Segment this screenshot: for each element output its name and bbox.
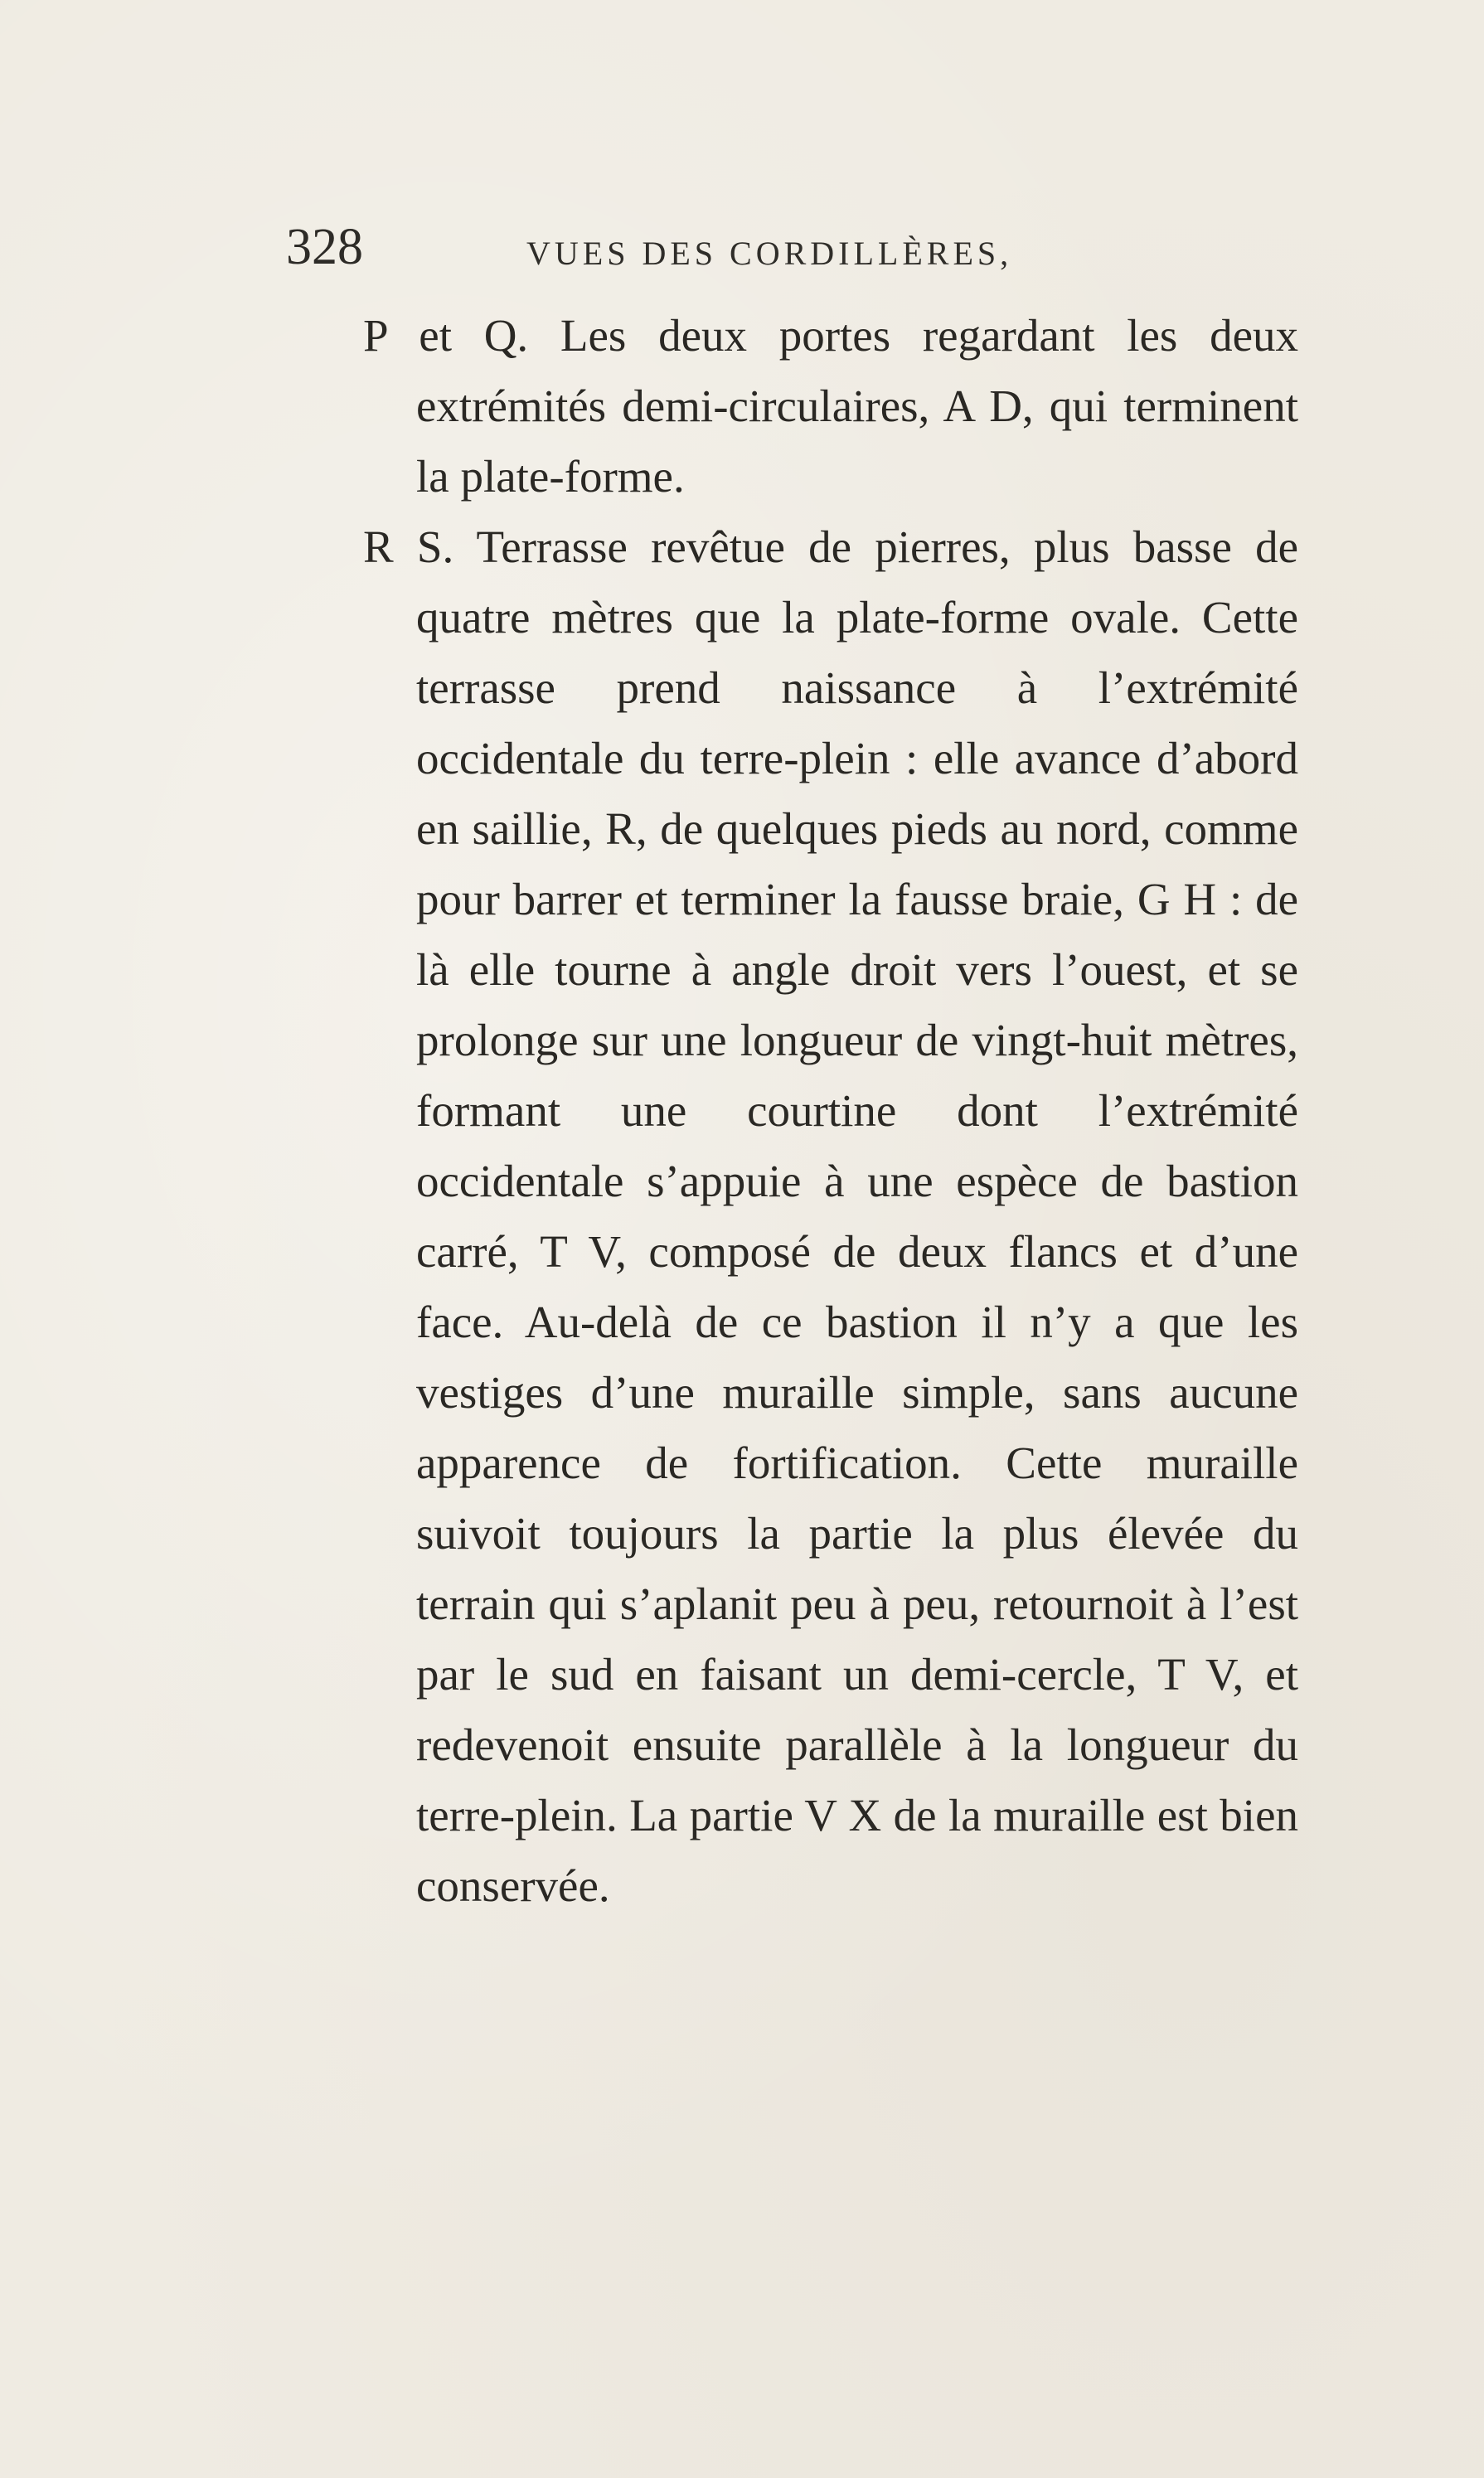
running-title: VUES DES CORDILLÈRES, <box>526 235 1013 272</box>
page-header <box>286 214 1115 280</box>
page-number: 328 <box>286 219 363 275</box>
paragraph-p-q: P et Q. Les deux portes regardant les deux extrémités demi-circulaires, A D, qui terminent la plate-forme. <box>363 310 1298 502</box>
paragraph-r-s: R S. Terrasse revêtue de pierres, plus basse de quatre mètres que la plate-forme ovale. Cette terrasse prend naissance à l’extrémité occidentale du terre-plein : elle avance d’abord en saillie, R, de quelques pieds au nord, comme pour barrer et terminer la fausse braie, G H : de là elle tourne à angle droit vers l’ouest, et se prolonge sur une longueur de vingt-huit mètres, formant une courtine dont l’extrémité occidentale s’appuie à une espèce de bastion carré, T V, composé de deux flancs et d’une face. Au-delà de ce bastion il n’y a que les vestiges d’une muraille simple, sans aucune apparence de fortification. Cette muraille suivoit toujours la partie la plus élevée du terrain qui s’aplanit peu à peu, retournoit à l’est par le sud en faisant un demi-cercle, T V, et redevenoit ensuite parallèle à la longueur du terre-plein. La partie V X de la muraille est bien conservée. <box>363 521 1298 1911</box>
body-text <box>363 300 1298 1921</box>
